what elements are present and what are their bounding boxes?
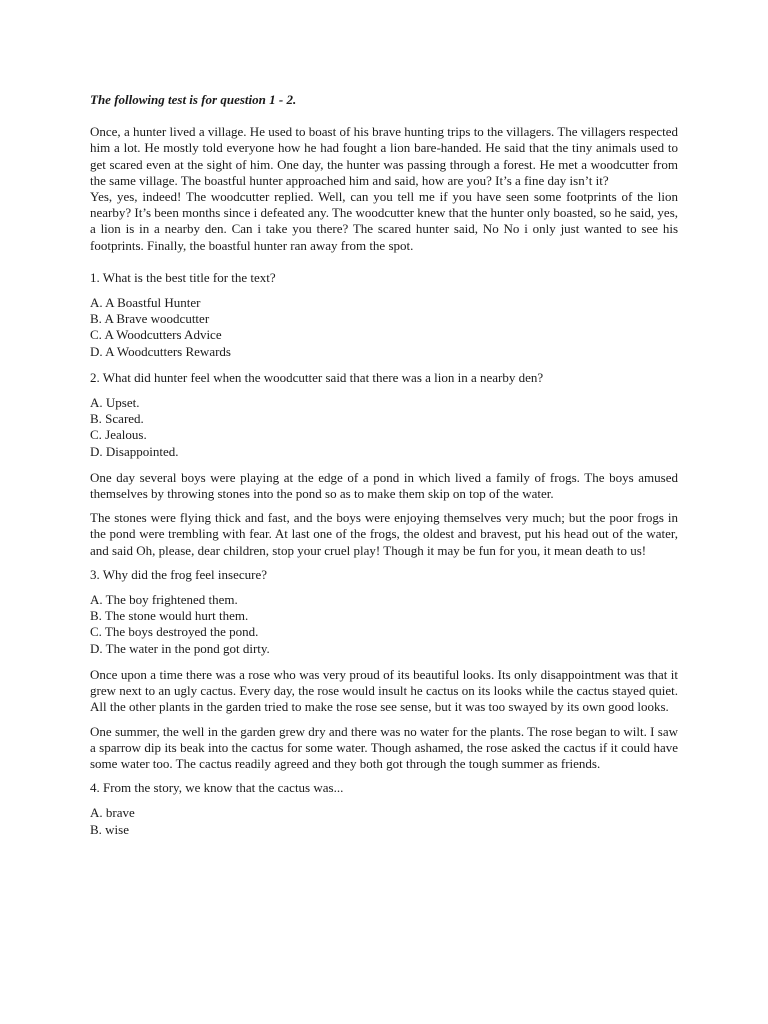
question-3-option-b: B. The stone would hurt them. [90,608,249,624]
question-1-option-c: C. A Woodcutters Advice [90,327,222,343]
passage-3-paragraph-2: One summer, the well in the garden grew dry and there was no water for the plants. The rose began to wilt. I saw a sparrow dip its beak into the cactus for some water. Though ashamed, the rose asked the cactus if it could have some water too. The cactus readily agreed and they both got through the tough summer as friends. [90,723,678,771]
passage-3-paragraph-1: Once upon a time there was a rose who was very proud of its beautiful looks. Its only disappointment was that it grew next to an ugly cactus. Every day, the rose would insult he cactus on its looks while the cactus stayed quiet. All the other plants in the garden tried to make the rose see sense, but it was too swayed by its own good looks. [90,666,678,715]
question-3-option-d: D. The water in the pond got dirty. [90,640,270,656]
question-2: 2. What did hunter feel when the woodcutter said that there was a lion in a nearby den? [90,369,544,385]
question-4-options [90,805,678,837]
question-2-option-d: D. Disappointed. [90,443,179,459]
question-2-option-b: B. Scared. [90,411,144,427]
question-4-option-b: B. wise [90,821,129,837]
section-heading: The following test is for question 1 - 2. [90,92,297,107]
question-2-option-a: A. Upset. [90,395,140,411]
question-4: 4. From the story, we know that the cactus was... [90,780,344,796]
passage-1-paragraph-2: Yes, yes, indeed! The woodcutter replied. Well, can you tell me if you have seen some footprints of the lion nearby? It’s been months since i defeated any. The woodcutter knew that the hunter only boasted, so he said, yes, a lion is in a nearby den. Can i take you there? The scared hunter said, No No i only just wanted to see his footprints. Finally, the boastful hunter ran away from the spot. [90,189,678,253]
question-1-option-d: D. A Woodcutters Rewards [90,343,231,359]
question-3: 3. Why did the frog feel insecure? [90,566,267,582]
question-4-option-a: A. brave [90,805,135,821]
passage-2-paragraph-2: The stones were flying thick and fast, and the boys were enjoying themselves very much; but the poor frogs in the pond were trembling with fear. At last one of the frogs, the oldest and bravest, put his head out of the water, and said Oh, please, dear children, stop your cruel play! Though it may be fun for you, it mean death to us! [90,510,678,558]
question-3-option-c: C. The boys destroyed the pond. [90,624,259,640]
question-3-options [90,592,678,657]
question-1-option-a: A. A Boastful Hunter [90,295,201,311]
passage-2-paragraph-1: One day several boys were playing at the edge of a pond in which lived a family of frogs. The boys amused themselves by throwing stones into the pond so as to make them skip on top of the water. [90,469,678,502]
question-3-option-a: A. The boy frightened them. [90,592,238,608]
document-page [90,92,678,848]
question-1-options [90,295,678,360]
question-1: 1. What is the best title for the text? [90,269,276,285]
question-1-option-b: B. A Brave woodcutter [90,311,210,327]
question-2-options [90,395,678,460]
passage-1-paragraph-1: Once, a hunter lived a village. He used to boast of his brave hunting trips to the villagers. The villagers respected him a lot. He mostly told everyone how he had fought a lion bare-handed. He said that the tiny animals used to get scared even at the sight of him. One day, the hunter was passing through a forest. He met a woodcutter from the same village. The boastful hunter approached him and said, how are you? It’s a fine day isn’t it? [90,124,678,188]
question-2-option-c: C. Jealous. [90,427,147,443]
